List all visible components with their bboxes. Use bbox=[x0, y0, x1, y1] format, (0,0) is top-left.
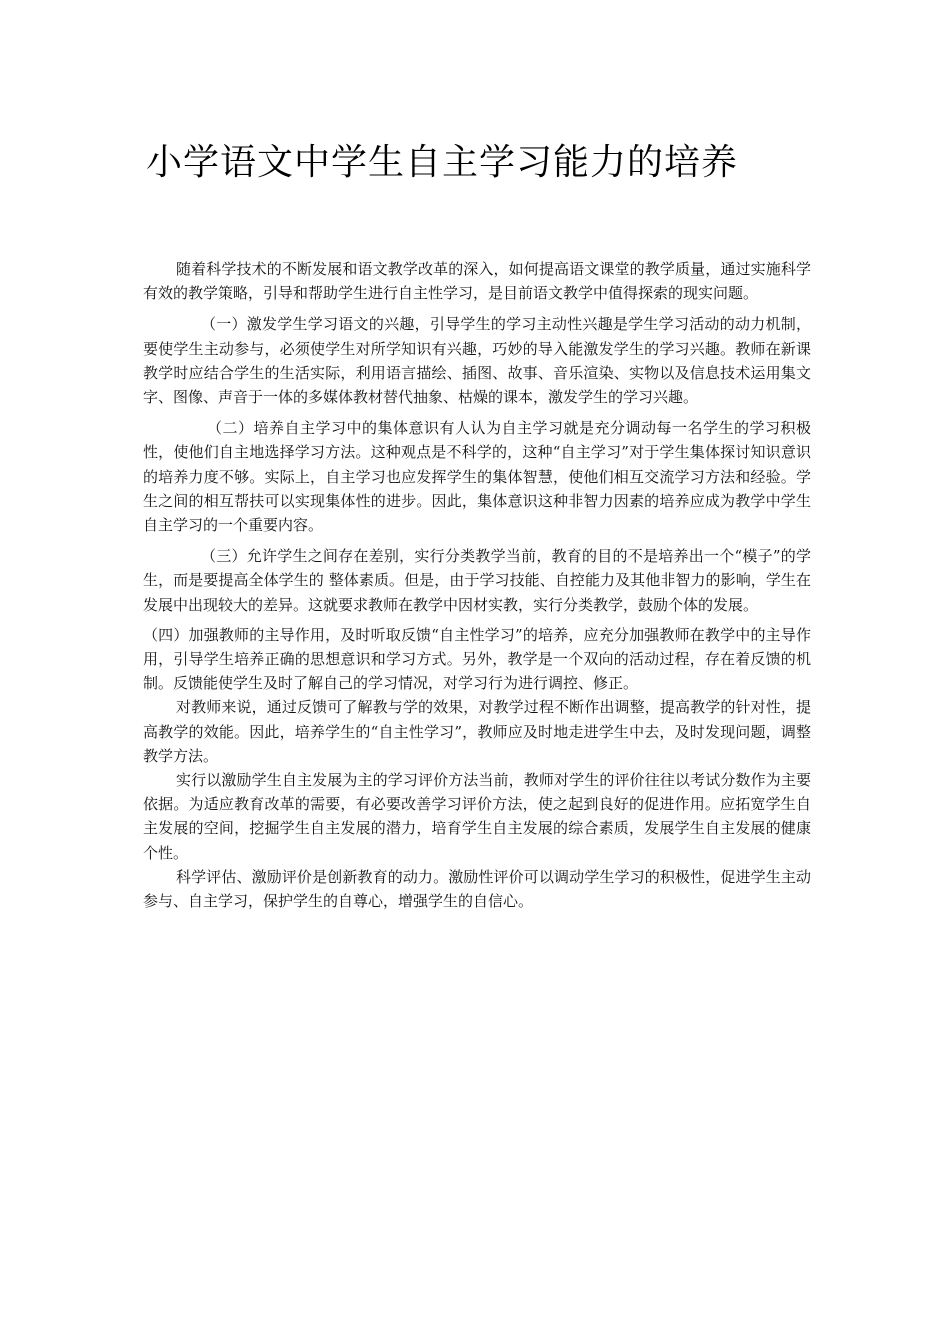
paragraph-evaluation: 实行以激励学生自主发展为主的学习评价方法当前，教师对学生的评价往往以考试分数作为主要依据。为适应教育改革的需要，有必要改善学习评价方法，使之起到良好的促进作用。应拓宽学生自主发展的空间，挖掘学生自主发展的潜力，培育学生自主发展的综合素质，发展学生自主发展的健康个性。 bbox=[143, 771, 811, 862]
paragraph-section-1: （一）激发学生学习语文的兴趣，引导学生的学习主动性兴趣是学生学习活动的动力机制，要使学生主动参与，必须使学生对所学知识有兴趣，巧妙的导入能激发学生的学习兴趣。教师在新课教学时应结合学生的生活实际，利用语言描绘、插图、故事、音乐渲染、实物以及信息技术运用集文字、图像、声音于一体的多媒体教材替代抽象、枯燥的课本，激发学生的学习兴趣。 bbox=[143, 315, 811, 407]
paragraph-section-2: （二）培养自主学习中的集体意识有人认为自主学习就是充分调动每一名学生的学习积极性，使他们自主地选择学习方法。这种观点是不科学的，这种“自主学习”对于学生集体探讨知识意识的培养力度不够。实际上，自主学习也应发挥学生的集体智慧，使他们相互交流学习方法和经验。学生之间的相互帮扶可以实现集体性的进步。因此，集体意识这种非智力因素的培养应成为教学中学生自主学习的一个重要内容。 bbox=[143, 419, 811, 535]
document-title: 小学语文中学生自主学习能力的培养 bbox=[146, 142, 739, 183]
paragraph-intro: 随着科学技术的不断发展和语文教学改革的深入，如何提高语文课堂的教学质量，通过实施科学有效的教学策略，引导和帮助学生进行自主性学习，是目前语文教学中值得探索的现实问题。 bbox=[143, 260, 811, 303]
paragraph-conclusion: 科学评估、激励评价是创新教育的动力。激励性评价可以调动学生学习的积极性，促进学生主动参与、自主学习，保护学生的自尊心，增强学生的自信心。 bbox=[143, 867, 811, 911]
paragraph-feedback: 对教师来说，通过反馈可了解教与学的效果，对教学过程不断作出调整，提高教学的针对性，提高教学的效能。因此，培养学生的“自主性学习”，教师应及时地走进学生中去，及时发现问题，调整教学方法。 bbox=[143, 698, 811, 765]
paragraph-section-3: （三）允许学生之间存在差别，实行分类教学当前，教育的目的不是培养出一个“模子”的学生，而是要提高全体学生的 整体素质。但是，由于学习技能、自控能力及其他非智力的影响，学生在发展中出现较大的差异。这就要求教师在教学中因材实教，实行分类教学，鼓励个体的发展。 bbox=[143, 547, 811, 614]
paragraph-section-4: （四）加强教师的主导作用，及时听取反馈“自主性学习”的培养，应充分加强教师在教学中的主导作用，引导学生培养正确的思想意识和学习方式。另外，教学是一个双向的活动过程，存在着反馈的机制。反馈能使学生及时了解自己的学习情况，对学习行为进行调控、修正。 bbox=[143, 625, 811, 693]
document-body bbox=[143, 257, 811, 913]
